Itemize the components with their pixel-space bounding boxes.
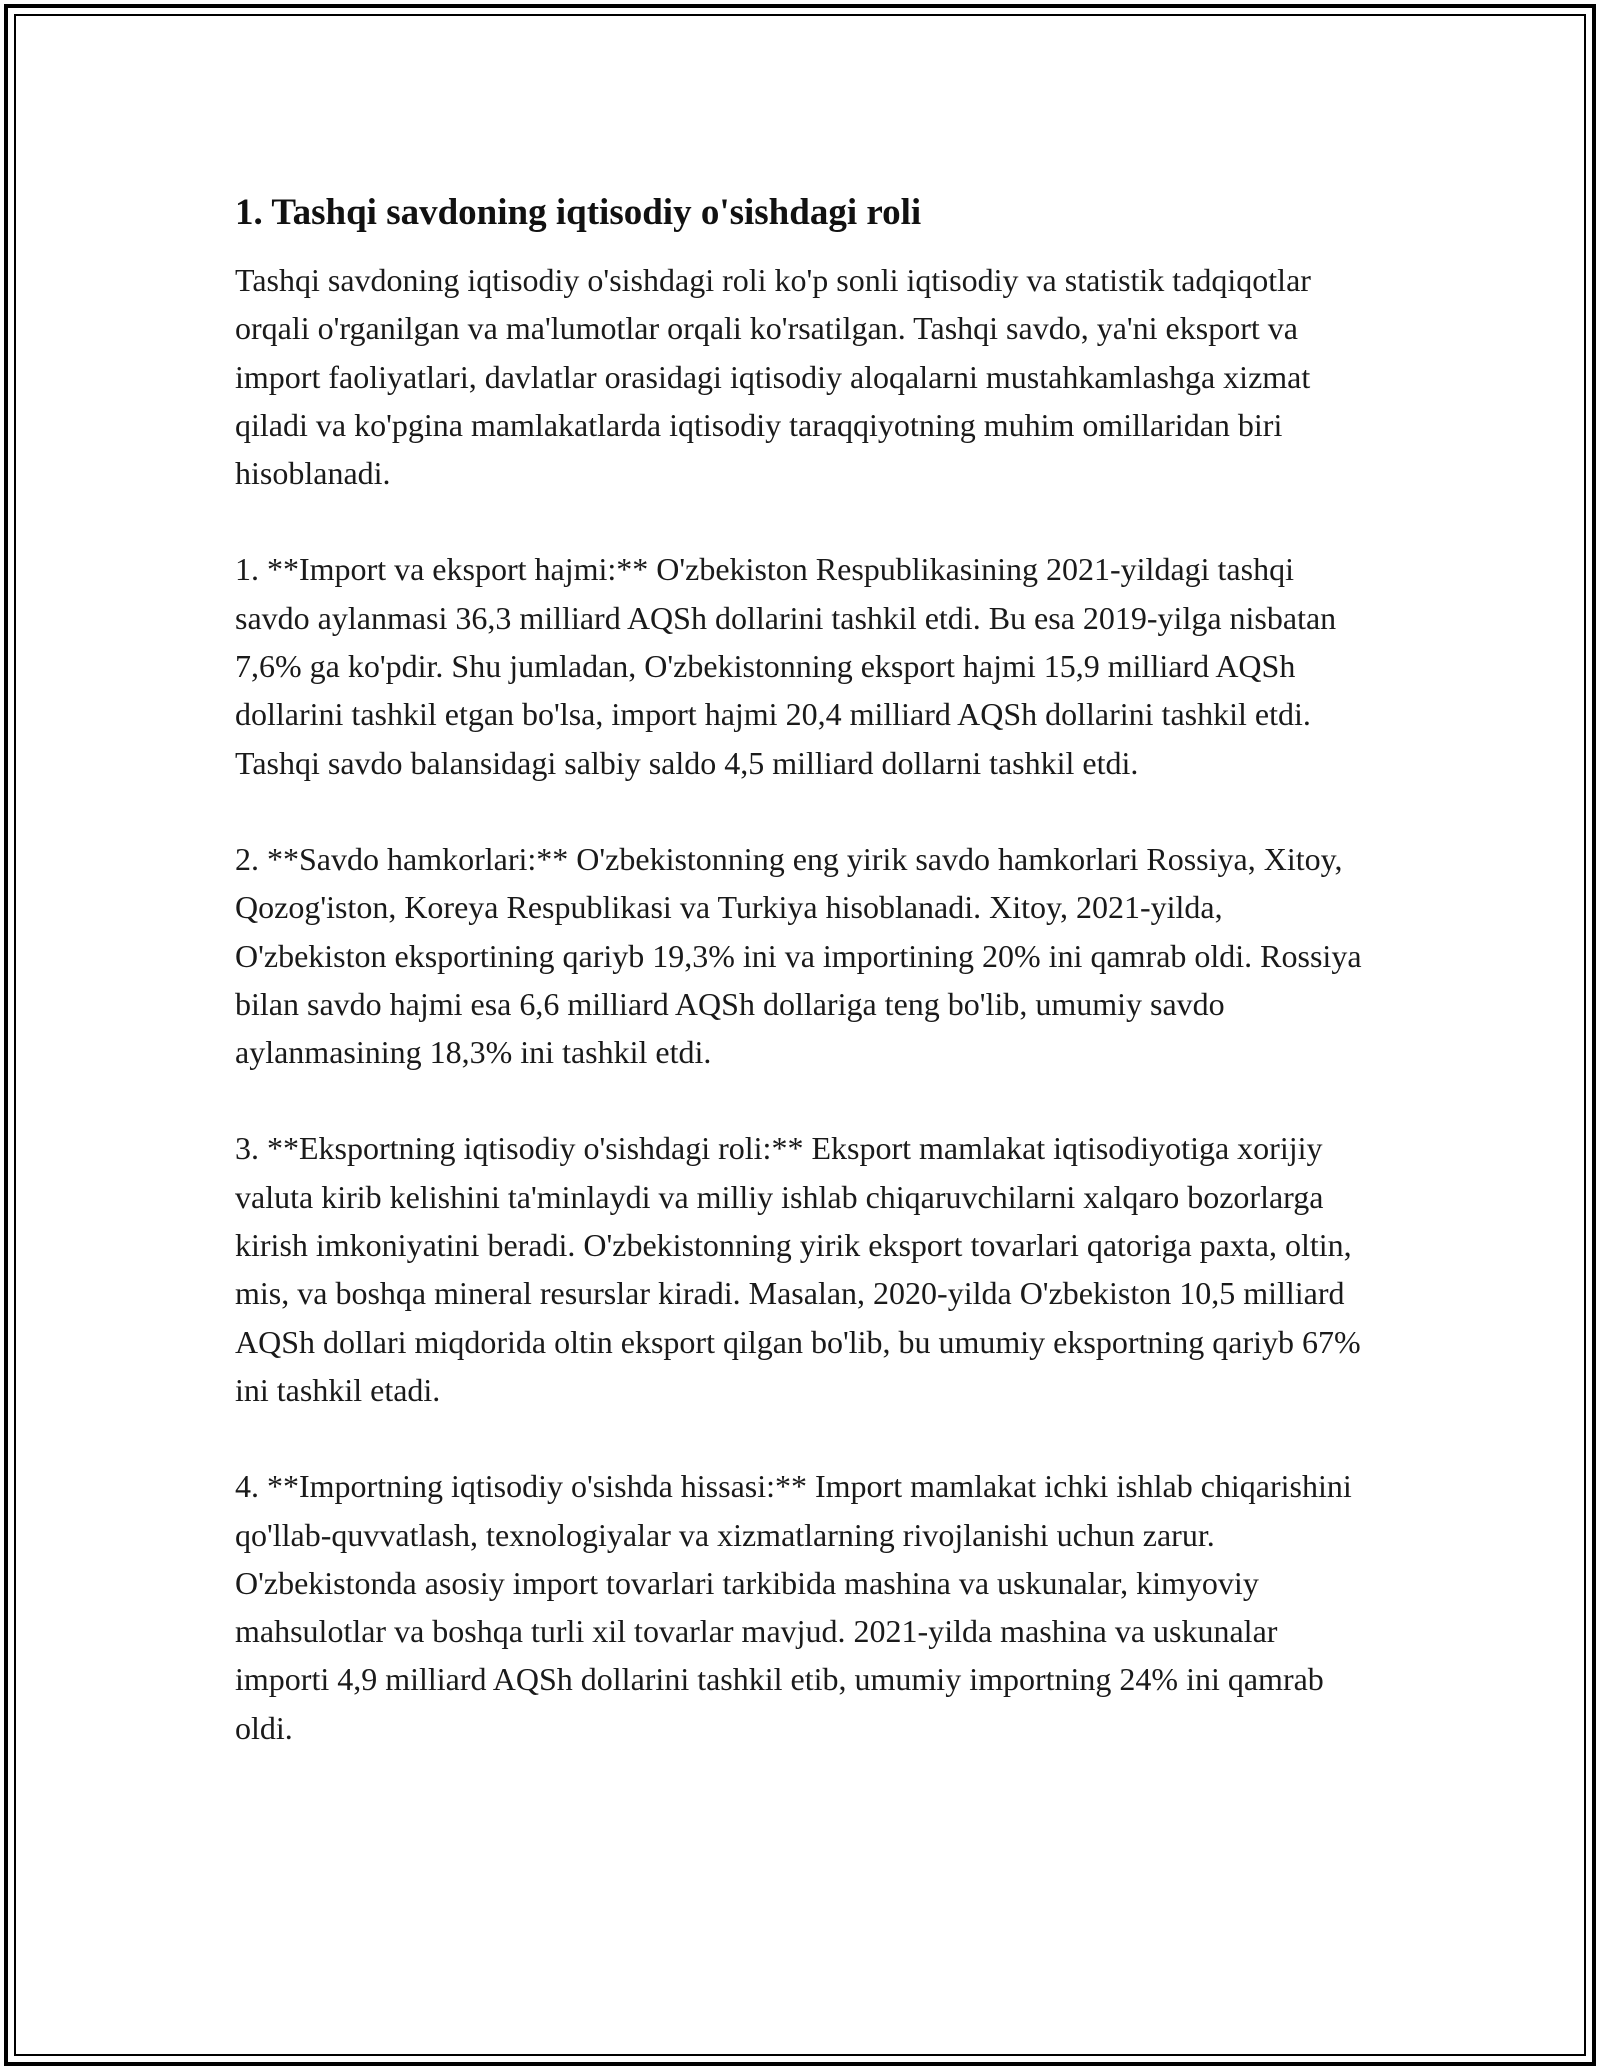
import-export-volume-paragraph: 1. **Import va eksport hajmi:** O'zbekiston Respublikasining 2021-yildagi tashqi savdo aylanmasi 36,3 milliard AQSh dollarini tashkil etdi. Bu esa 2019-yilga nisbatan 7,6% ga ko'pdir. Shu jumladan, O'zbekistonning eksport hajmi 15,9 milliard AQSh dollarini tashkil etgan bo'lsa, import hajmi 20,4 milliard AQSh dollarini tashkil etdi. Tashqi savdo balansidagi salbiy saldo 4,5 milliard dollarni tashkil etdi.: [235, 551, 1337, 781]
intro-paragraph: Tashqi savdoning iqtisodiy o'sishdagi roli ko'p sonli iqtisodiy va statistik tadqiqotlar orqali o'rganilgan va ma'lumotlar orqali ko'rsatilgan. Tashqi savdo, ya'ni eksport va import faoliyatlari, davlatlar orasidagi iqtisodiy aloqalarni mustahkamlashga xizmat qiladi va ko'pgina mamlakatlarda iqtisodiy taraqqiyotning muhim omillaridan biri hisoblanadi.: [235, 262, 1311, 492]
import-contribution-paragraph: 4. **Importning iqtisodiy o'sishda hissasi:** Import mamlakat ichki ishlab chiqarishini qo'llab-quvvatlash, texnologiyalar va xizmatlarning rivojlanishi uchun zarur. O'zbekistonda asosiy import tovarlari tarkibida mashina va uskunalar, kimyoviy mahsulotlar va boshqa turli xil tovarlar mavjud. 2021-yilda mashina va uskunalar importi 4,9 milliard AQSh dollarini tashkil etib, umumiy importning 24% ini qamrab oldi.: [235, 1468, 1352, 1746]
document-body: [235, 186, 1375, 1800]
trade-partners-paragraph: 2. **Savdo hamkorlari:** O'zbekistonning eng yirik savdo hamkorlari Rossiya, Xitoy, Qozog'iston, Koreya Respublikasi va Turkiya hisoblanadi. Xitoy, 2021-yilda, O'zbekiston eksportining qariyb 19,3% ini va importining 20% ini qamrab oldi. Rossiya bilan savdo hajmi esa 6,6 milliard AQSh dollariga teng bo'lib, umumiy savdo aylanmasining 18,3% ini tashkil etdi.: [235, 840, 1362, 1071]
section-heading: 1. Tashqi savdoning iqtisodiy o'sishdagi roli: [235, 192, 922, 233]
export-role-paragraph: 3. **Eksportning iqtisodiy o'sishdagi roli:** Eksport mamlakat iqtisodiyotiga xorijiy valuta kirib kelishini ta'minlaydi va milliy ishlab chiqaruvchilarni xalqaro bozorlarga kirish imkoniyatini beradi. O'zbekistonning yirik eksport tovarlari qatoriga paxta, oltin, mis, va boshqa mineral resurslar kiradi. Masalan, 2020-yilda O'zbekiston 10,5 milliard AQSh dollari miqdorida oltin eksport qilgan bo'lib, bu umumiy eksportning qariyb 67% ini tashkil etadi.: [235, 1130, 1361, 1408]
